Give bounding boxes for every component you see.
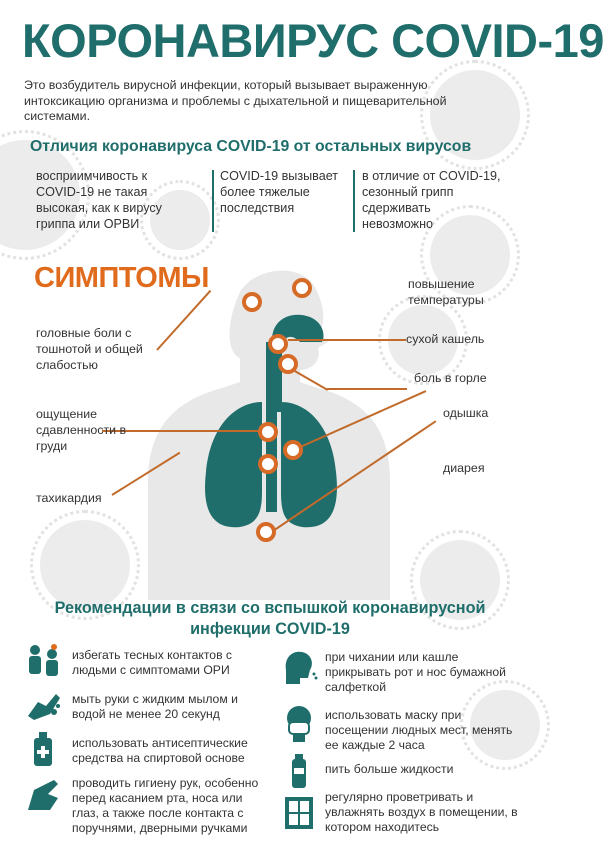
symptom-marker: [283, 440, 303, 460]
symptom-marker: [278, 354, 298, 374]
people-distance-icon: [24, 642, 62, 680]
symptom-label: боль в горле: [414, 371, 487, 385]
recommendation-text: использовать маску при посещении людных мест, менять ее каждые 2 часа: [325, 708, 513, 752]
hand-hygiene-icon: [24, 776, 62, 814]
sneeze-icon: [280, 648, 318, 686]
symptom-label: повышение температуры: [408, 277, 484, 307]
symptom-label: одышка: [443, 406, 489, 420]
difference-item: восприимчивость к COVID-19 не такая высокая, как к вирусу гриппа или ОРВИ: [36, 169, 162, 231]
symptom-label: головные боли с тошнотой и общей слабостью: [36, 326, 143, 372]
symptom-marker: [258, 422, 278, 442]
divider: [353, 170, 355, 232]
bottle-icon: [280, 752, 318, 790]
symptom-marker: [258, 454, 278, 474]
symptom-marker: [242, 292, 262, 312]
difference-item: COVID-19 вызывает более тяжелые последствия: [220, 169, 339, 215]
symptom-marker: [256, 522, 276, 542]
hand-wash-icon: [24, 686, 62, 724]
symptom-marker: [268, 334, 288, 354]
intro-text: Это возбудитель вирусной инфекции, который вызывает выраженную интоксикацию организма и проблемы с дыхательной и пищеварительной системами.: [24, 78, 447, 123]
symptoms-heading: СИМПТОМЫ: [34, 262, 209, 294]
recommendation-text: избегать тесных контактов с людьми с симптомами ОРИ: [72, 648, 233, 677]
symptom-label: тахикардия: [36, 491, 102, 505]
recommendation-text: при чихании или кашле прикрывать рот и нос бумажной салфеткой: [325, 650, 506, 694]
page-title: КОРОНАВИРУС COVID-19: [22, 14, 604, 67]
recommendation-text: регулярно проветривать и увлажнять воздух в помещении, в котором находитесь: [325, 790, 518, 834]
recommendation-text: мыть руки с жидким мылом и водой не менее 20 секунд: [72, 692, 238, 721]
recommendation-text: использовать антисептические средства на спиртовой основе: [72, 736, 248, 765]
sanitizer-icon: [24, 730, 62, 768]
symptom-label: ощущение сдавленности в груди: [36, 407, 127, 453]
symptom-label: сухой кашель: [406, 332, 485, 346]
divider: [212, 170, 214, 232]
difference-item: в отличие от COVID-19, сезонный грипп сдерживать невозможно: [362, 169, 501, 231]
recommendation-text: пить больше жидкости: [325, 762, 454, 776]
virus-decoration-icon: [40, 520, 130, 610]
differences-heading: Отличия коронавируса COVID-19 от остальных вирусов: [30, 138, 472, 155]
mask-icon: [280, 704, 318, 742]
symptom-label: диарея: [443, 461, 485, 475]
connector-line: [327, 388, 407, 390]
symptom-marker: [292, 278, 312, 298]
recommendation-text: проводить гигиену рук, особенно перед касанием рта, носа или глаз, а также после контакта с поручнями, дверными ручками: [72, 776, 259, 835]
connector-line: [288, 339, 406, 341]
recommendations-heading: Рекомендации в связи со вспышкой коронавирусной инфекции COVID-19: [54, 599, 486, 638]
window-icon: [280, 794, 318, 832]
